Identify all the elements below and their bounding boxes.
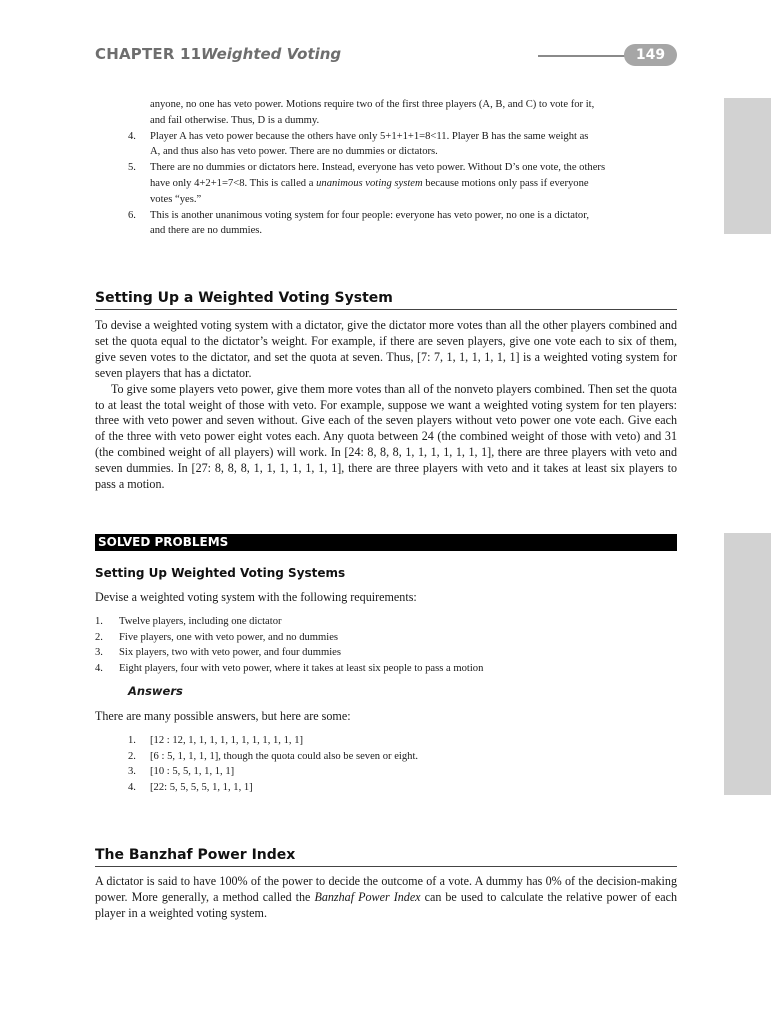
- list-item: [128, 764, 648, 780]
- item-number: 2.: [128, 750, 136, 762]
- list-item: [95, 645, 655, 661]
- continuation-line: and fail otherwise. Thus, D is a dummy.: [150, 114, 320, 126]
- requirements-list: [95, 614, 655, 676]
- item-text: [6 : 5, 1, 1, 1, 1], though the quota could also be seven or eight.: [150, 750, 419, 762]
- page-number-badge: 149: [624, 44, 677, 66]
- item-text: [12 : 12, 1, 1, 1, 1, 1, 1, 1, 1, 1, 1, 1]: [150, 735, 304, 746]
- item-text: Five players, one with veto power, and no dummies: [119, 631, 339, 643]
- item-line: There are no dummies or dictators here. Instead, everyone has veto power. Without D’s one vote, the others: [150, 162, 606, 174]
- paragraph-lead: A dictator is said to have 100% of the power to decide the outcome of a vote. A dummy has 0% of the decision-making power. More generally, a method called the: [95, 874, 677, 904]
- section-heading-setting-up: Setting Up a Weighted Voting System: [95, 290, 677, 310]
- header-rule: [538, 55, 630, 57]
- item-text: Twelve players, including one dictator: [119, 616, 282, 627]
- list-item: [128, 733, 648, 749]
- requirements-intro: Devise a weighted voting system with the following requirements:: [95, 590, 417, 604]
- answers-intro: There are many possible answers, but here are some:: [95, 709, 351, 723]
- list-item: [128, 749, 648, 765]
- item-line: A, and thus also has veto power. There are no dummies or dictators.: [150, 146, 438, 158]
- item-number: 4.: [128, 130, 136, 142]
- item-line: and there are no dummies.: [150, 225, 263, 237]
- solved-problems-bar: SOLVED PROBLEMS: [95, 534, 677, 551]
- item-number: 5.: [128, 162, 136, 174]
- item-number: 1.: [128, 735, 136, 746]
- paragraph: [95, 874, 677, 922]
- answers-heading: Answers: [128, 684, 183, 698]
- italic-term: Banzhaf Power Index: [314, 889, 421, 904]
- paragraph: To give some players veto power, give them more votes than all of the nonveto players combined. Then set the quota to at least the total weight of those with veto. For example, suppose we want a weighted voting system for ten players: three with veto power and seven without. Give each of the seven players without veto power one vote each. Give each of the three with veto power eight votes each. Any quota between 24 (the combined weight of those with veto) and 31 (the combined weight of all players) will work. In [24: 8, 8, 8, 1, 1, 1, 1, 1, 1, 1], there are three players with veto and seven dummies. In [27: 8, 8, 8, 1, 1, 1, 1, 1, 1, 1], there are three players with veto and it takes at least six players to pass a motion.: [95, 381, 677, 492]
- item-text: [10 : 5, 5, 1, 1, 1, 1]: [150, 766, 235, 778]
- previous-solutions-block: [110, 97, 680, 239]
- paragraph: To devise a weighted voting system with a dictator, give the dictator more votes than all the other players combined and set the quota equal to the dictator’s weight. For example, if there are seven players, give one vote each to six of them, give seven votes to the dictator, and set the quota at seven. Thus, [7: 7, 1, 1, 1, 1, 1, 1] is a weighted voting system for seven players that has a dictator.: [95, 318, 677, 380]
- item-number: 1.: [95, 616, 103, 627]
- item-number: 4.: [128, 781, 136, 793]
- item-number: 3.: [95, 647, 103, 659]
- item-line: This is another unanimous voting system for four people: everyone has veto power, no one is a dictator,: [150, 209, 589, 221]
- solution-item-5: [110, 160, 680, 207]
- item-line: Player A has veto power because the others have only 5+1+1+1=8<11. Player B has the same weight as: [150, 130, 589, 142]
- item-number: 4.: [95, 662, 103, 674]
- italic-term: unanimous voting system: [316, 177, 423, 189]
- item-line-lead: have only 4+2+1=7<8. This is called a: [150, 177, 317, 189]
- solution-item-6: [110, 208, 680, 240]
- section-setting-up-body: [95, 318, 677, 493]
- solution-item-4: [110, 129, 680, 161]
- item-number: 6.: [128, 209, 136, 221]
- side-tab-upper: [724, 98, 771, 234]
- answers-list: [128, 733, 648, 795]
- chapter-title: Weighted Voting: [201, 45, 342, 63]
- item-line-with-term: [150, 176, 680, 192]
- item-number: 3.: [128, 766, 136, 778]
- section-banzhaf-body: [95, 874, 677, 922]
- item-line-tail: because motions only pass if everyone: [422, 177, 589, 189]
- solved-subheading: Setting Up Weighted Voting Systems: [95, 566, 346, 580]
- item-text: Six players, two with veto power, and four dummies: [119, 647, 342, 659]
- section-heading-banzhaf: The Banzhaf Power Index: [95, 847, 677, 867]
- item-number: 2.: [95, 631, 103, 643]
- list-item: [95, 661, 655, 677]
- list-item: [128, 780, 648, 796]
- item-line: votes “yes.”: [150, 193, 202, 205]
- side-tab-lower: [724, 533, 771, 795]
- item-text: [22: 5, 5, 5, 5, 1, 1, 1, 1]: [150, 781, 253, 793]
- paragraph-tail: can be used to calculate the relative power of each player in a weighted voting system.: [95, 889, 677, 920]
- chapter-label: CHAPTER 11: [95, 45, 202, 63]
- item-text: Eight players, four with veto power, where it takes at least six people to pass a motion: [119, 662, 484, 674]
- list-item: [95, 630, 655, 646]
- list-item: [95, 614, 655, 630]
- continuation-line: anyone, no one has veto power. Motions require two of the first three players (A, B, and C) to vote for it,: [150, 99, 595, 110]
